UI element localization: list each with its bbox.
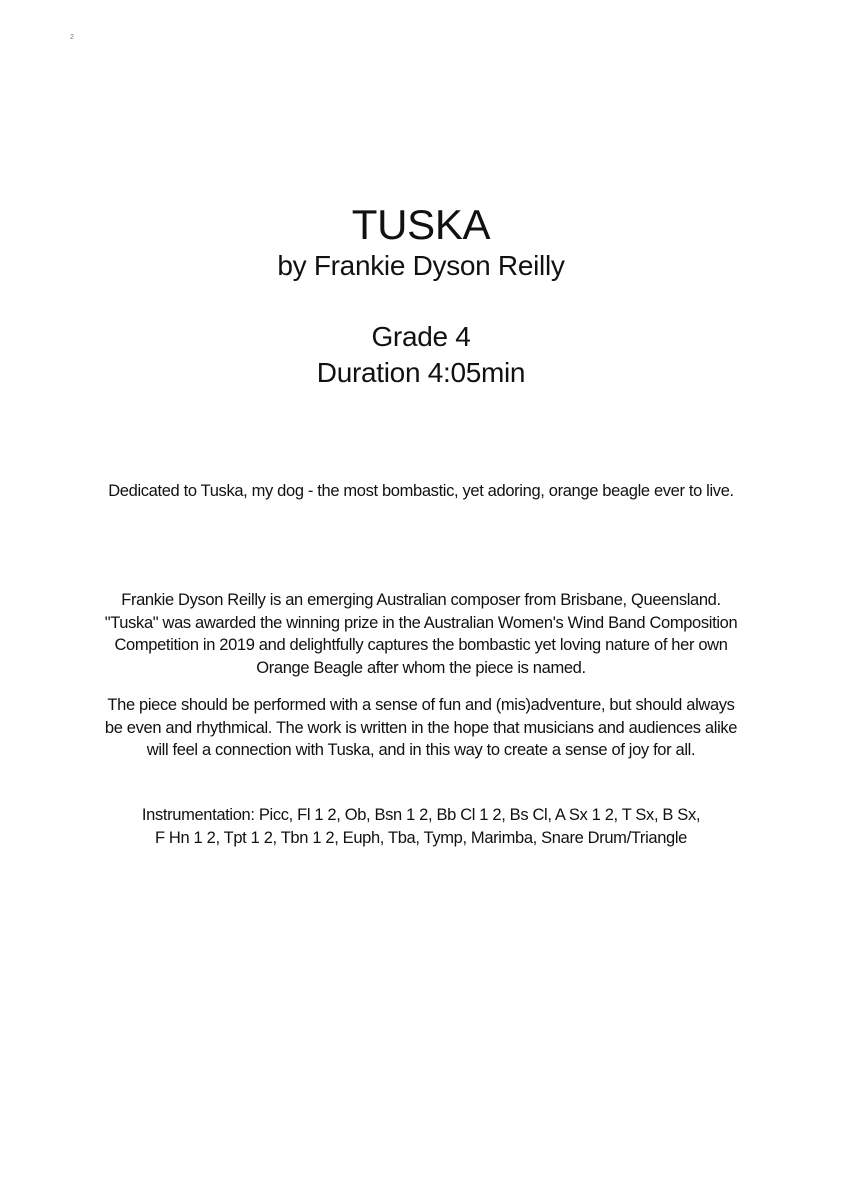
- instrumentation: [0, 804, 842, 849]
- duration: Duration 4:05min: [316, 357, 526, 388]
- performance-line: will feel a connection with Tuska, and in this way to create a sense of joy for all.: [146, 741, 696, 759]
- bio-line: Orange Beagle after whom the piece is named.: [256, 658, 586, 677]
- grade-level: Grade 4: [371, 321, 471, 352]
- piece-title: TUSKA: [351, 201, 491, 248]
- bio-line: Competition in 2019 and delightfully captures the bombastic yet loving nature of her own: [114, 636, 728, 654]
- dedication: [0, 480, 842, 503]
- performance-line: be even and rhythmical. The work is written in the hope that musicians and audiences alike: [104, 718, 738, 737]
- instrumentation-line: Instrumentation: Picc, Fl 1 2, Ob, Bsn 1 2, Bb Cl 1 2, Bs Cl, A Sx 1 2, T Sx, B Sx,: [141, 806, 701, 824]
- bio-line: Frankie Dyson Reilly is an emerging Australian composer from Brisbane, Queensland.: [121, 591, 721, 609]
- dedication-text: Dedicated to Tuska, my dog - the most bombastic, yet adoring, orange beagle ever to live.: [108, 482, 734, 500]
- performance-notes: [0, 694, 842, 762]
- composer-credit: by Frankie Dyson Reilly: [277, 250, 565, 281]
- instrumentation-line: F Hn 1 2, Tpt 1 2, Tbn 1 2, Euph, Tba, Tymp, Marimba, Snare Drum/Triangle: [154, 828, 688, 847]
- performance-line: The piece should be performed with a sense of fun and (mis)adventure, but should always: [107, 696, 735, 714]
- page-number: 2: [70, 34, 74, 41]
- composer-bio: [0, 589, 842, 679]
- bio-line: "Tuska" was awarded the winning prize in the Australian Women's Wind Band Composition: [104, 613, 738, 632]
